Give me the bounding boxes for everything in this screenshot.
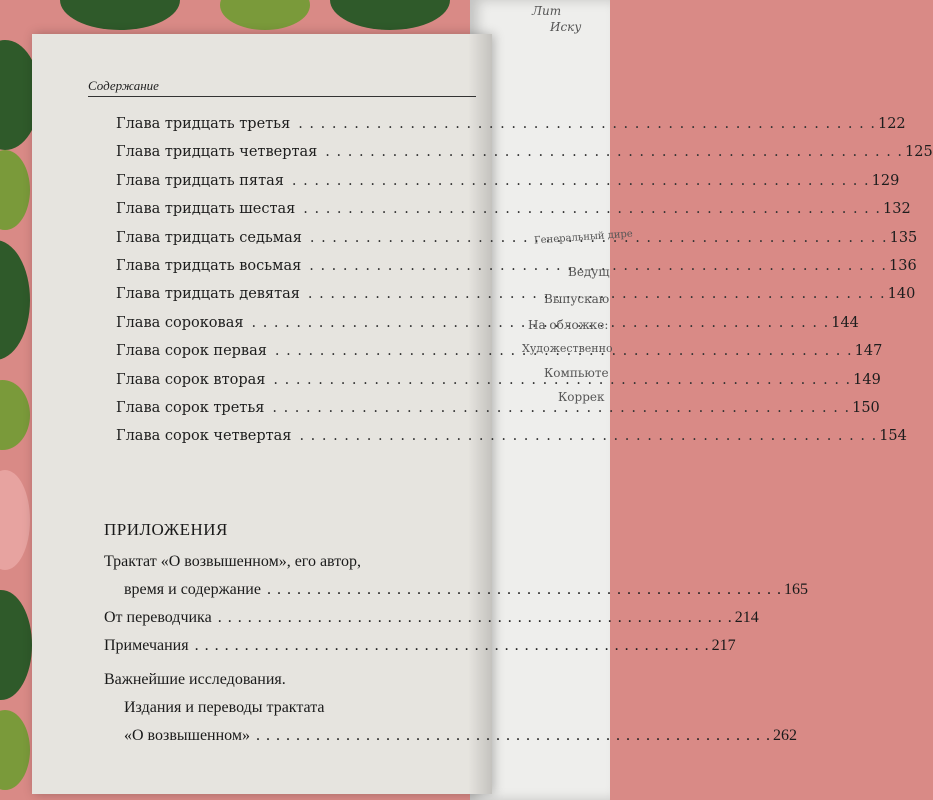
facing-director: Генеральный дире xyxy=(533,228,634,247)
toc-entry: Глава тридцать восьмая . . . 136 xyxy=(116,258,456,286)
appendix-list xyxy=(104,548,808,750)
appendix-title: ПРИЛОЖЕНИЯ xyxy=(104,520,228,539)
translator-entry: От переводчика . . . 214 xyxy=(104,604,464,632)
header-rule xyxy=(88,96,476,97)
toc-entry: Глава тридцать седьмая . . . 135 xyxy=(116,230,456,258)
research-line1: Важнейшие исследования. xyxy=(104,671,286,688)
treatise-line1: Трактат «О возвышенном», его автор, xyxy=(104,553,361,570)
toc-entry: Глава тридцать девятая . . . 140 xyxy=(116,286,456,314)
research-line2: Издания и переводы трактата xyxy=(124,699,325,716)
facing-top-line2: Иску xyxy=(550,20,582,34)
toc-entry: Глава тридцать третья . . . 122 xyxy=(116,116,456,144)
toc-entry: Глава сорок первая . . . 147 xyxy=(116,343,456,371)
facing-top-line1: Лит xyxy=(532,4,562,18)
toc-entry: Глава тридцать шестая . . . 132 xyxy=(116,201,456,229)
facing-cover: На обложке: xyxy=(528,318,609,332)
notes-entry: Примечания . . . 217 xyxy=(104,632,464,660)
facing-corr: Коррек xyxy=(558,390,605,404)
facing-issue: Выпускаю xyxy=(544,292,610,306)
toc-entry: Глава сорок четвертая . . . 154 xyxy=(116,428,456,456)
toc-entry: Глава тридцать пятая . . . 129 xyxy=(116,173,456,201)
toc-entry: Глава тридцать четвертая . . . 125 xyxy=(116,144,456,172)
facing-comp: Компьюте xyxy=(544,366,609,380)
research-entry: «О возвышенном» . . . 262 xyxy=(104,722,464,750)
running-head: Содержание xyxy=(88,78,159,93)
facing-lead: Ведущ xyxy=(568,265,610,279)
facing-art: Художественно xyxy=(522,342,613,355)
toc-entry: Глава сорок вторая . . . 149 xyxy=(116,372,456,400)
treatise-entry: время и содержание . . . 165 xyxy=(104,576,464,604)
toc-entry: Глава сороковая . . . 144 xyxy=(116,315,456,343)
toc-entry: Глава сорок третья . . . 150 xyxy=(116,400,456,428)
